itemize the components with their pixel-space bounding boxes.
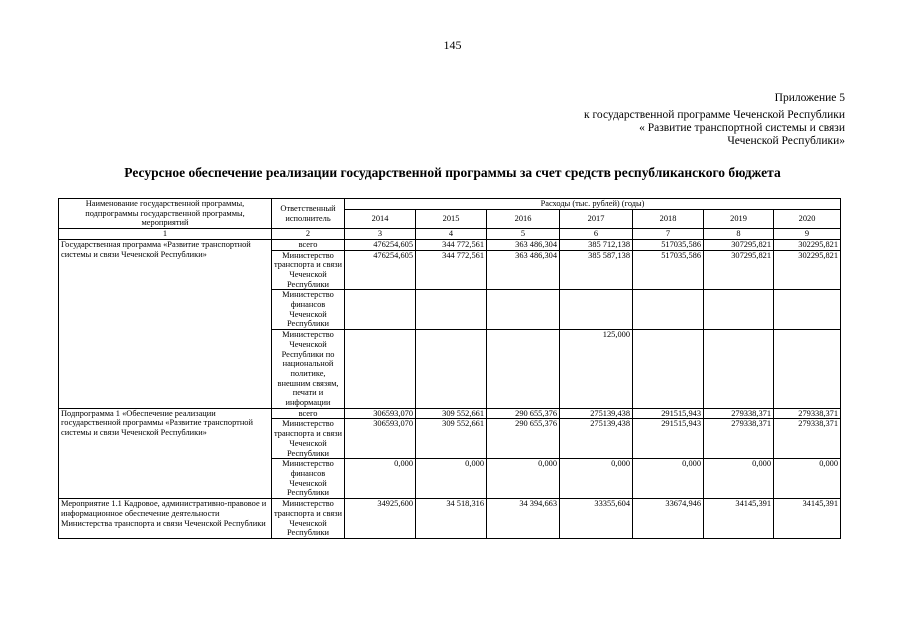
value-cell [774, 330, 841, 409]
value-cell [633, 330, 704, 409]
executor-cell: Министерство транспорта и связи Чеченской Республики [272, 419, 345, 459]
executor-cell: всего [272, 239, 345, 250]
value-cell: 344 772,561 [416, 250, 487, 290]
value-cell: 33355,604 [560, 499, 633, 539]
column-number-row [59, 229, 841, 240]
table-row [59, 408, 841, 419]
value-cell: 344 772,561 [416, 239, 487, 250]
table-row [59, 239, 841, 250]
program-name: Государственная программа «Развитие транспортной системы и связи Чеченской Республики» [59, 239, 272, 408]
header-year: 2017 [560, 210, 633, 229]
header-year: 2020 [774, 210, 841, 229]
column-number: 2 [272, 229, 345, 240]
appendix-title: Приложение 5 [774, 92, 845, 104]
executor-cell: Министерство транспорта и связи Чеченской Республики [272, 499, 345, 539]
value-cell: 291515,943 [633, 408, 704, 419]
value-cell: 385 587,138 [560, 250, 633, 290]
value-cell: 279338,371 [774, 408, 841, 419]
header-year: 2018 [633, 210, 704, 229]
value-cell: 279338,371 [774, 419, 841, 459]
value-cell: 291515,943 [633, 419, 704, 459]
value-cell: 307295,821 [704, 250, 774, 290]
executor-cell: Министерство транспорта и связи Чеченской Республики [272, 250, 345, 290]
header-executor: Ответственный исполнитель [272, 199, 345, 229]
value-cell: 34145,391 [774, 499, 841, 539]
value-cell: 309 552,661 [416, 408, 487, 419]
appendix-line: Чеченской Республики» [727, 135, 845, 147]
value-cell: 34925,600 [345, 499, 416, 539]
column-number: 3 [345, 229, 416, 240]
value-cell: 517035,586 [633, 239, 704, 250]
value-cell: 309 552,661 [416, 419, 487, 459]
value-cell: 0,000 [774, 459, 841, 499]
value-cell [487, 290, 560, 330]
value-cell: 34 394,663 [487, 499, 560, 539]
value-cell: 307295,821 [704, 239, 774, 250]
value-cell: 476254,605 [345, 239, 416, 250]
column-number: 4 [416, 229, 487, 240]
value-cell: 275139,438 [560, 408, 633, 419]
appendix-line: « Развитие транспортной системы и связи [639, 122, 845, 134]
value-cell: 0,000 [560, 459, 633, 499]
value-cell: 33674,946 [633, 499, 704, 539]
value-cell: 302295,821 [774, 239, 841, 250]
value-cell: 306593,070 [345, 408, 416, 419]
value-cell: 363 486,304 [487, 239, 560, 250]
value-cell: 275139,438 [560, 419, 633, 459]
value-cell: 290 655,376 [487, 419, 560, 459]
value-cell [487, 330, 560, 409]
value-cell [416, 330, 487, 409]
executor-cell: Министерство финансов Чеченской Республики [272, 459, 345, 499]
value-cell: 306593,070 [345, 419, 416, 459]
header-expenses: Расходы (тыс. рублей) (годы) [345, 199, 841, 210]
value-cell: 385 712,138 [560, 239, 633, 250]
value-cell: 476254,605 [345, 250, 416, 290]
column-number: 1 [59, 229, 272, 240]
executor-cell: всего [272, 408, 345, 419]
value-cell: 517035,586 [633, 250, 704, 290]
appendix-block [584, 92, 845, 148]
value-cell: 34145,391 [704, 499, 774, 539]
executor-cell: Министерство Чеченской Республики по национальной политике, внешним связям, печати и информации [272, 330, 345, 409]
header-year: 2016 [487, 210, 560, 229]
value-cell: 34 518,316 [416, 499, 487, 539]
column-number: 6 [560, 229, 633, 240]
value-cell [633, 290, 704, 330]
value-cell [704, 290, 774, 330]
value-cell: 0,000 [704, 459, 774, 499]
value-cell: 0,000 [345, 459, 416, 499]
value-cell: 0,000 [487, 459, 560, 499]
value-cell [345, 290, 416, 330]
subprogram-name: Подпрограмма 1 «Обеспечение реализации государственной программы «Развитие транспортной системы и связи Чеченской Республики» [59, 408, 272, 498]
column-number: 8 [704, 229, 774, 240]
budget-table [58, 198, 841, 539]
header-year: 2014 [345, 210, 416, 229]
header-name: Наименование государственной программы, подпрограммы государственной программы, мероприятий [59, 199, 272, 229]
value-cell: 302295,821 [774, 250, 841, 290]
value-cell: 0,000 [416, 459, 487, 499]
column-number: 5 [487, 229, 560, 240]
header-year: 2015 [416, 210, 487, 229]
document-title: Ресурсное обеспечение реализации государственной программы за счет средств республиканского бюджета [124, 165, 781, 180]
value-cell [774, 290, 841, 330]
value-cell: 279338,371 [704, 408, 774, 419]
value-cell: 125,000 [560, 330, 633, 409]
value-cell: 0,000 [633, 459, 704, 499]
value-cell [704, 330, 774, 409]
value-cell [560, 290, 633, 330]
value-cell: 279338,371 [704, 419, 774, 459]
measure-name: Мероприятие 1.1 Кадровое, административно-правовое и информационное обеспечение деятельности Министерства транспорта и связи Чеченской Республики [59, 499, 272, 539]
value-cell [416, 290, 487, 330]
value-cell: 363 486,304 [487, 250, 560, 290]
executor-cell: Министерство финансов Чеченской Республики [272, 290, 345, 330]
column-number: 7 [633, 229, 704, 240]
page-number: 145 [443, 38, 462, 52]
column-number: 9 [774, 229, 841, 240]
table-row [59, 499, 841, 539]
appendix-line: к государственной программе Чеченской Республики [584, 109, 845, 121]
value-cell: 290 655,376 [487, 408, 560, 419]
header-year: 2019 [704, 210, 774, 229]
value-cell [345, 330, 416, 409]
